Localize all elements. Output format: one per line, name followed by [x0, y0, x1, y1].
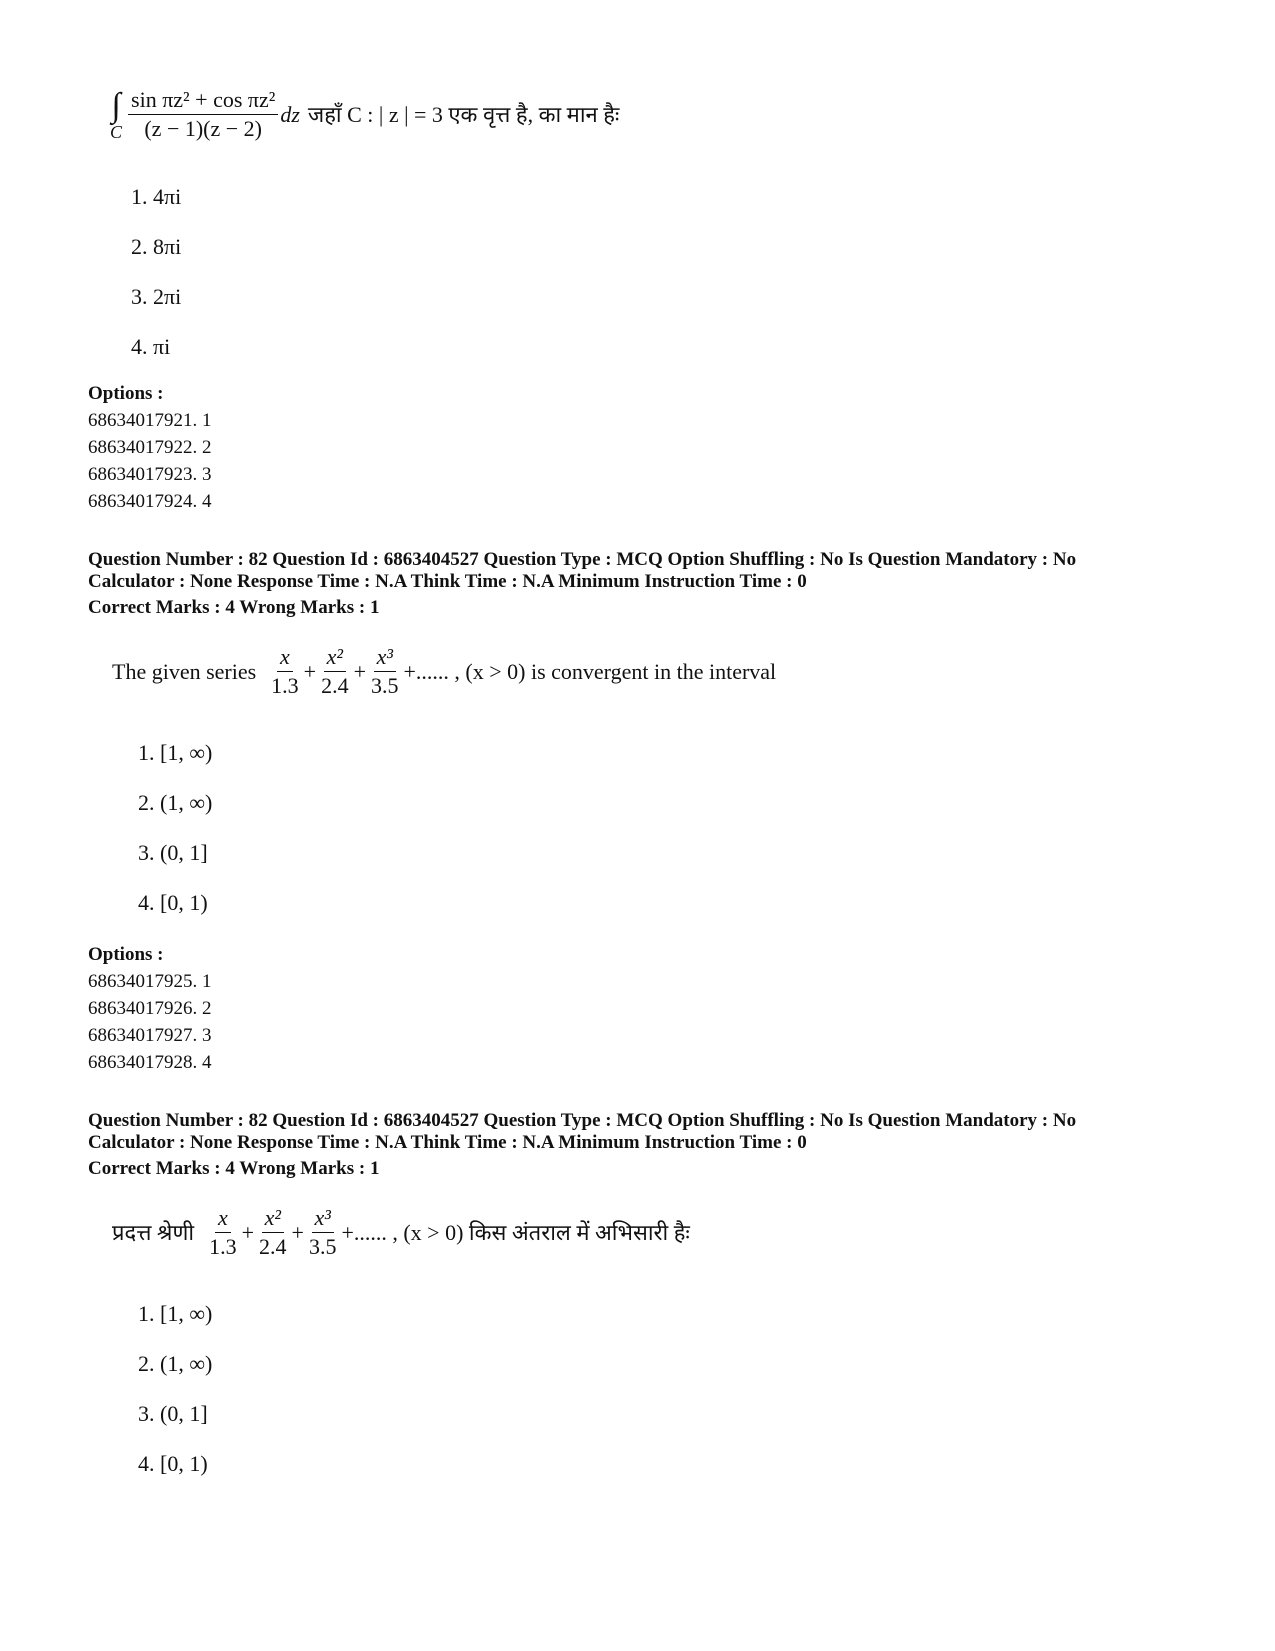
q82-en-choice-1: 1. [1, ∞)	[138, 740, 213, 765]
option-id: 68634017922. 2	[88, 437, 212, 458]
option-id: 68634017926. 2	[88, 998, 212, 1019]
plus-sign: +	[291, 1219, 304, 1245]
q82-en-marks: Correct Marks : 4 Wrong Marks : 1	[88, 597, 380, 618]
option-id: 68634017925. 1	[88, 971, 212, 992]
q82-en-options	[88, 941, 212, 1076]
q82-hi-meta	[88, 1110, 1076, 1154]
q82-en-choice-4: 4. [0, 1)	[138, 890, 208, 915]
q81-choice-2: 2. 8πi	[131, 234, 182, 259]
option-id: 68634017928. 4	[88, 1052, 212, 1073]
q82-hi-marks: Correct Marks : 4 Wrong Marks : 1	[88, 1158, 380, 1179]
q82-hi-prefix: प्रदत्त श्रेणी	[112, 1219, 195, 1245]
series-term-1: $\frac{x}{1.3}$	[271, 644, 299, 698]
question-meta-line1: Question Number : 82 Question Id : 6863404527 Question Type : MCQ Option Shuffling : No Is Question Mandatory : No	[88, 549, 1077, 570]
series-term-1: $\frac{x}{1.3}$	[209, 1205, 237, 1259]
series-term-3: $\frac{\text{x³}}{3.5}$	[308, 1205, 337, 1259]
question-meta-line2: Calculator : None Response Time : N.A Think Time : N.A Minimum Instruction Time : 0	[88, 571, 807, 592]
q81-tail: जहाँ C : | z | = 3 एक वृत्त है, का मान हैः	[307, 101, 620, 127]
q82-hi-choice-4: 4. [0, 1)	[138, 1451, 208, 1476]
q82-en-choice-3: 3. (0, 1]	[138, 840, 208, 865]
q82-hi-question-text	[112, 1206, 690, 1259]
q81-choice-1: 1. 4πi	[131, 184, 182, 209]
options-title: Options :	[88, 383, 164, 404]
q82-hi-choice-1: 1. [1, ∞)	[138, 1301, 213, 1326]
option-id: 68634017924. 4	[88, 491, 212, 512]
series-term-3: $\frac{\text{x³}}{3.5}$	[371, 644, 399, 698]
q81-fraction: $\frac{\text{sin πz² + cos πz²}}{(z - 1)(z - 2)}$	[128, 88, 278, 141]
q81-options	[88, 380, 212, 515]
integral-symbol: ∫ C	[110, 86, 123, 142]
question-meta-line2: Calculator : None Response Time : N.A Think Time : N.A Minimum Instruction Time : 0	[88, 1132, 807, 1153]
q82-en-prefix: The given series	[112, 658, 257, 684]
plus-sign: +	[353, 658, 367, 684]
q82-en-choice-2: 2. (1, ∞)	[138, 790, 213, 815]
q82-hi-choice-3: 3. (0, 1]	[138, 1401, 208, 1426]
series-term-2: $\frac{\text{x²}}{2.4}$	[259, 1205, 287, 1259]
series-term-2: $\frac{\text{x²}}{2.4}$	[321, 644, 349, 698]
q82-en-suffix: +...... , (x > 0) is convergent in the interval	[403, 658, 777, 684]
plus-sign: +	[303, 658, 317, 684]
q82-hi-choice-2: 2. (1, ∞)	[138, 1351, 213, 1376]
q82-en-question-text	[112, 645, 776, 698]
options-title: Options :	[88, 944, 164, 965]
option-id: 68634017927. 3	[88, 1025, 212, 1046]
q82-hi-suffix: +...... , (x > 0) किस अंतराल में अभिसारी हैः	[341, 1219, 690, 1245]
option-id: 68634017923. 3	[88, 464, 212, 485]
q81-dz: dz	[280, 101, 300, 127]
q81-choice-4: 4. πi	[131, 334, 171, 359]
q82-en-meta	[88, 549, 1076, 593]
question-meta-line1: Question Number : 82 Question Id : 6863404527 Question Type : MCQ Option Shuffling : No Is Question Mandatory : No	[88, 1110, 1077, 1131]
q81-choice-3: 3. 2πi	[131, 284, 182, 309]
option-id: 68634017921. 1	[88, 410, 212, 431]
plus-sign: +	[241, 1219, 255, 1245]
q81-question-text	[110, 88, 619, 141]
